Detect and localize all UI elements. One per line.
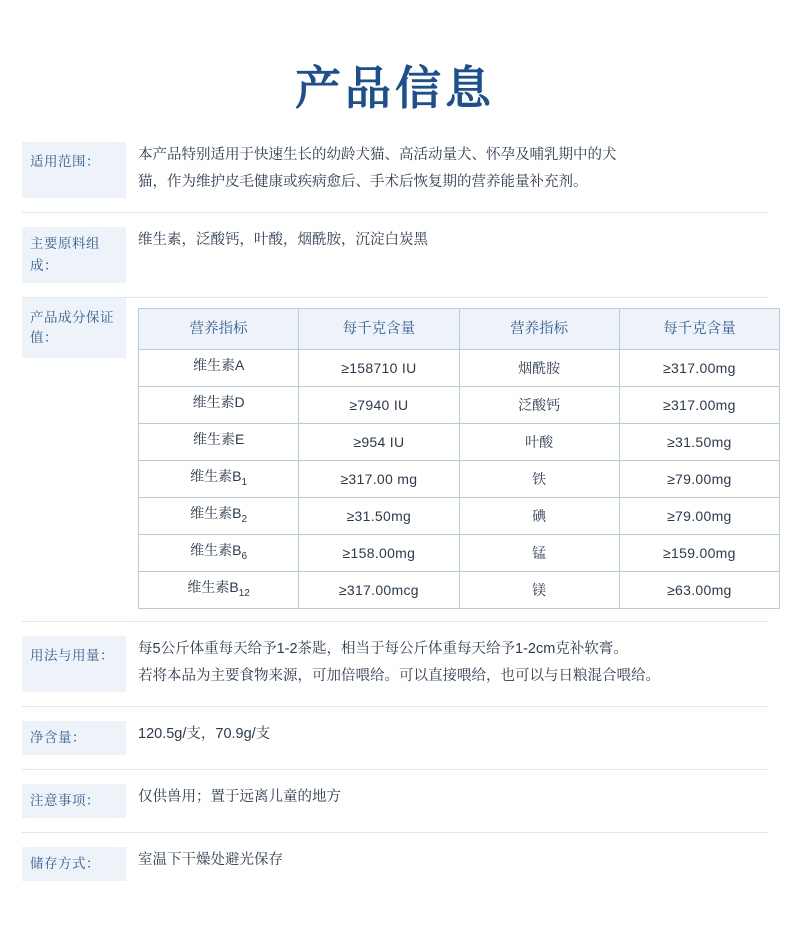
nutrient-name-2: 叶酸 — [459, 424, 619, 461]
section-storage-body: 室温下干燥处避光保存 — [138, 852, 283, 868]
nutrient-name: 维生素$B_{12}$ — [139, 572, 299, 609]
table-row — [139, 572, 780, 609]
nutrient-value-2: ≥159.00mg — [619, 535, 779, 572]
section-composition-body — [126, 298, 768, 621]
table-row — [139, 461, 780, 498]
nutrient-value-2: ≥79.00mg — [619, 461, 779, 498]
nutrient-name-2: 泛酸钙 — [459, 387, 619, 424]
nutrient-name: 维生素A — [139, 350, 299, 387]
nutrient-value: ≥31.50mg — [299, 498, 459, 535]
nutrient-name: 维生素D — [139, 387, 299, 424]
nutrient-subscript: 2 — [241, 513, 248, 525]
nutrient-name: 维生素E — [139, 424, 299, 461]
section-scope-line1: 本产品特别适用于快速生长的幼龄犬猫、高活动量犬、怀孕及哺乳期中的犬 — [138, 147, 617, 163]
section-ingredients-label: 主要原料组成： — [22, 227, 126, 283]
section-ingredients — [22, 213, 768, 298]
table-header-cell-2: 营养指标 — [459, 309, 619, 350]
nutrient-value-2: ≥63.00mg — [619, 572, 779, 609]
section-netweight-body: 120.5g/支，70.9g/支 — [138, 726, 271, 742]
table-header-cell-1: 每千克含量 — [299, 309, 459, 350]
table-row — [139, 350, 780, 387]
nutrient-name-2: 锰 — [459, 535, 619, 572]
nutrient-value: ≥317.00mcg — [299, 572, 459, 609]
section-netweight — [22, 707, 768, 770]
nutrient-name-2: 铁 — [459, 461, 619, 498]
nutrition-table-body — [139, 350, 780, 609]
section-scope-body — [126, 142, 768, 196]
section-ingredients-body: 维生素，泛酸钙，叶酸，烟酰胺，沉淀白炭黑 — [138, 232, 428, 248]
section-caution — [22, 770, 768, 833]
section-usage-line1: 每5公斤体重每天给予1-2茶匙，相当于每公斤体重每天给予1-2cm克补软膏。 — [138, 641, 628, 657]
nutrient-name: 维生素$B_1$ — [139, 461, 299, 498]
table-row — [139, 424, 780, 461]
section-storage — [22, 833, 768, 895]
section-caution-body: 仅供兽用；置于远离儿童的地方 — [138, 789, 341, 805]
nutrient-subscript: 1 — [241, 476, 248, 488]
table-header-cell-3: 每千克含量 — [619, 309, 779, 350]
table-header-row — [139, 309, 780, 350]
section-storage-label: 储存方式： — [22, 847, 126, 881]
page-title: 产品信息 — [295, 62, 495, 114]
info-sections — [0, 128, 790, 895]
nutrient-value: ≥158.00mg — [299, 535, 459, 572]
nutrient-subscript: 12 — [238, 587, 250, 599]
nutrient-name-2: 镁 — [459, 572, 619, 609]
nutrient-name: 维生素$B_2$ — [139, 498, 299, 535]
nutrient-value-2: ≥317.00mg — [619, 387, 779, 424]
nutrient-value: ≥317.00 mg — [299, 461, 459, 498]
section-netweight-label: 净含量： — [22, 721, 126, 755]
table-row — [139, 498, 780, 535]
section-composition — [22, 298, 768, 622]
nutrient-value-2: ≥79.00mg — [619, 498, 779, 535]
nutrient-name-2: 碘 — [459, 498, 619, 535]
nutrient-name: 维生素$B_6$ — [139, 535, 299, 572]
nutrition-table — [138, 308, 780, 609]
nutrient-value: ≥954 IU — [299, 424, 459, 461]
section-scope-line2: 猫，作为维护皮毛健康或疾病愈后、手术后恢复期的营养能量补充剂。 — [138, 174, 588, 190]
nutrient-subscript: 6 — [241, 550, 248, 562]
section-composition-label: 产品成分保证值： — [22, 298, 126, 358]
table-header-cell-0: 营养指标 — [139, 309, 299, 350]
nutrient-value: ≥7940 IU — [299, 387, 459, 424]
nutrient-value-2: ≥31.50mg — [619, 424, 779, 461]
table-row — [139, 535, 780, 572]
section-scope-label: 适用范围： — [22, 142, 126, 198]
nutrient-name-2: 烟酰胺 — [459, 350, 619, 387]
section-usage — [22, 622, 768, 707]
table-row — [139, 387, 780, 424]
nutrient-value-2: ≥317.00mg — [619, 350, 779, 387]
nutrient-value: ≥158710 IU — [299, 350, 459, 387]
section-caution-label: 注意事项： — [22, 784, 126, 818]
section-usage-body — [126, 636, 768, 690]
section-scope — [22, 128, 768, 213]
section-usage-label: 用法与用量： — [22, 636, 126, 692]
section-usage-line2: 若将本品为主要食物来源，可加倍喂给。可以直接喂给，也可以与日粮混合喂给。 — [138, 668, 660, 684]
